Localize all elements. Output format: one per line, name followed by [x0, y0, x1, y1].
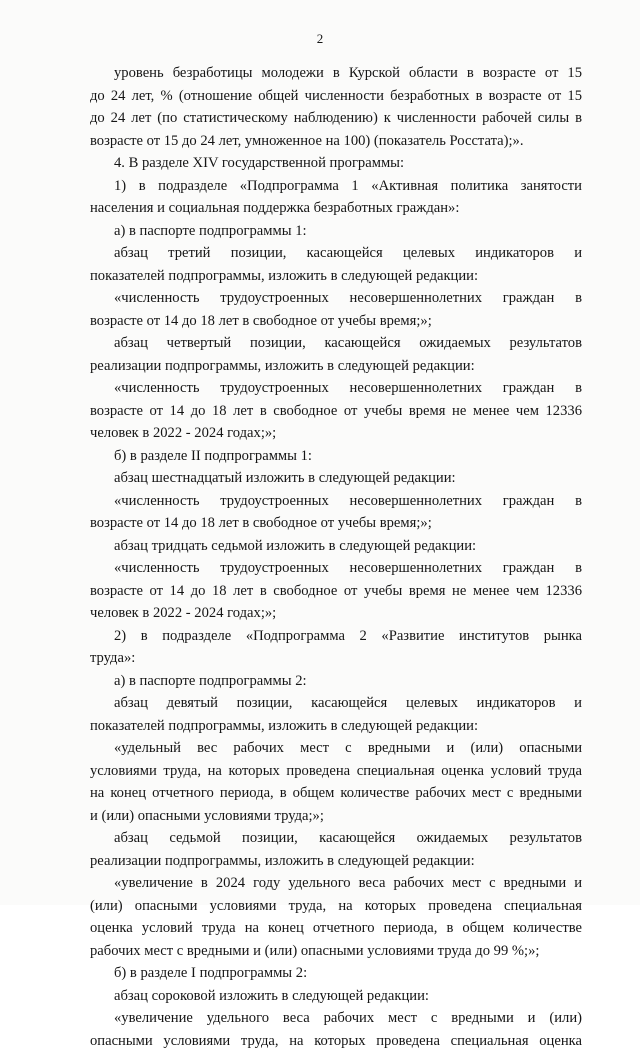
text-line: условиями труда, на которых проведена специальная оценка условий труда: [90, 762, 582, 779]
text-line: реализации подпрограммы, изложить в следующей редакции:: [90, 852, 475, 869]
text-line: на конец отчетного периода, в общем количестве рабочих мест с вредными: [90, 785, 582, 801]
text-line: человек в 2022 - 2024 годах;»;: [90, 605, 277, 621]
text-line: возрасте от 14 до 18 лет в свободное от учебы время;»;: [90, 515, 432, 531]
page-number: 2: [316, 31, 324, 46]
text-line: «численность трудоустроенных несовершеннолетних граждан в: [114, 492, 582, 509]
text-line: труда»:: [90, 650, 136, 666]
text-line: показателей подпрограммы, изложить в следующей редакции:: [90, 717, 479, 734]
text-line: возрасте от 14 до 18 лет в свободное от учебы время;»;: [90, 312, 432, 329]
text-line: реализации подпрограммы, изложить в следующей редакции:: [90, 357, 475, 374]
text-line: б) в разделе II подпрограммы 1:: [114, 447, 312, 464]
text-line: населения и социальная поддержка безработных граждан»:: [90, 200, 460, 216]
text-line: 2) в подразделе «Подпрограмма 2 «Развитие институтов рынка: [114, 627, 582, 644]
text-line: возрасте от 14 до 18 лет в свободное от учебы время не менее чем 12336: [90, 582, 582, 599]
text-line: «удельный вес рабочих мест с вредными и (или) опасными: [114, 740, 582, 756]
text-line: абзац третий позиции, касающейся целевых индикаторов и: [114, 245, 582, 261]
text-line: возрасте от 14 до 18 лет в свободное от учебы время не менее чем 12336: [90, 402, 582, 419]
text-line: опасными условиями труда, на которых проведена специальная оценка: [90, 1032, 582, 1049]
text-line: человек в 2022 - 2024 годах;»;: [90, 425, 277, 441]
text-line: возрасте от 15 до 24 лет, умноженное на 100) (показатель Росстата);».: [90, 132, 524, 149]
text-line: абзац сороковой изложить в следующей редакции:: [114, 987, 429, 1004]
text-line: «численность трудоустроенных несовершеннолетних граждан в: [114, 290, 582, 306]
text-line: а) в паспорте подпрограммы 1:: [114, 222, 307, 239]
text-line: 1) в подразделе «Подпрограмма 1 «Активная политика занятости: [114, 177, 582, 194]
text-line: абзац девятый позиции, касающейся целевых индикаторов и: [114, 695, 582, 711]
text-line: уровень безработицы молодежи в Курской области в возрасте от 15: [114, 65, 582, 81]
text-line: «увеличение в 2024 году удельного веса рабочих мест с вредными и: [114, 875, 582, 891]
text-line: «увеличение удельного веса рабочих мест с вредными и (или): [114, 1010, 582, 1026]
text-line: до 24 лет, % (отношение общей численности безработных в возрасте от 15: [90, 87, 582, 104]
text-line: а) в паспорте подпрограммы 2:: [114, 672, 307, 689]
text-line: до 24 лет (по статистическому наблюдению) к численности рабочей силы в: [90, 110, 582, 126]
text-line: 4. В разделе XIV государственной программы:: [114, 155, 405, 171]
text-line: «численность трудоустроенных несовершеннолетних граждан в: [114, 380, 582, 396]
text-line: абзац четвертый позиции, касающейся ожидаемых результатов: [114, 335, 582, 351]
text-line: оценка условий труда на конец отчетного периода, в общем количестве: [90, 920, 582, 936]
text-line: абзац седьмой позиции, касающейся ожидаемых результатов: [114, 830, 582, 846]
text-line: показателей подпрограммы, изложить в следующей редакции:: [90, 267, 479, 284]
text-line: рабочих мест с вредными и (или) опасными условиями труда до 99 %;»;: [90, 942, 540, 959]
text-line: абзац шестнадцатый изложить в следующей редакции:: [114, 470, 456, 486]
text-line: абзац тридцать седьмой изложить в следующей редакции:: [114, 537, 477, 554]
text-line: (или) опасными условиями труда, на которых проведена специальная: [90, 897, 582, 914]
text-line: «численность трудоустроенных несовершеннолетних граждан в: [114, 560, 582, 576]
text-line: б) в разделе I подпрограммы 2:: [114, 965, 308, 981]
text-line: и (или) опасными условиями труда;»;: [90, 807, 324, 824]
